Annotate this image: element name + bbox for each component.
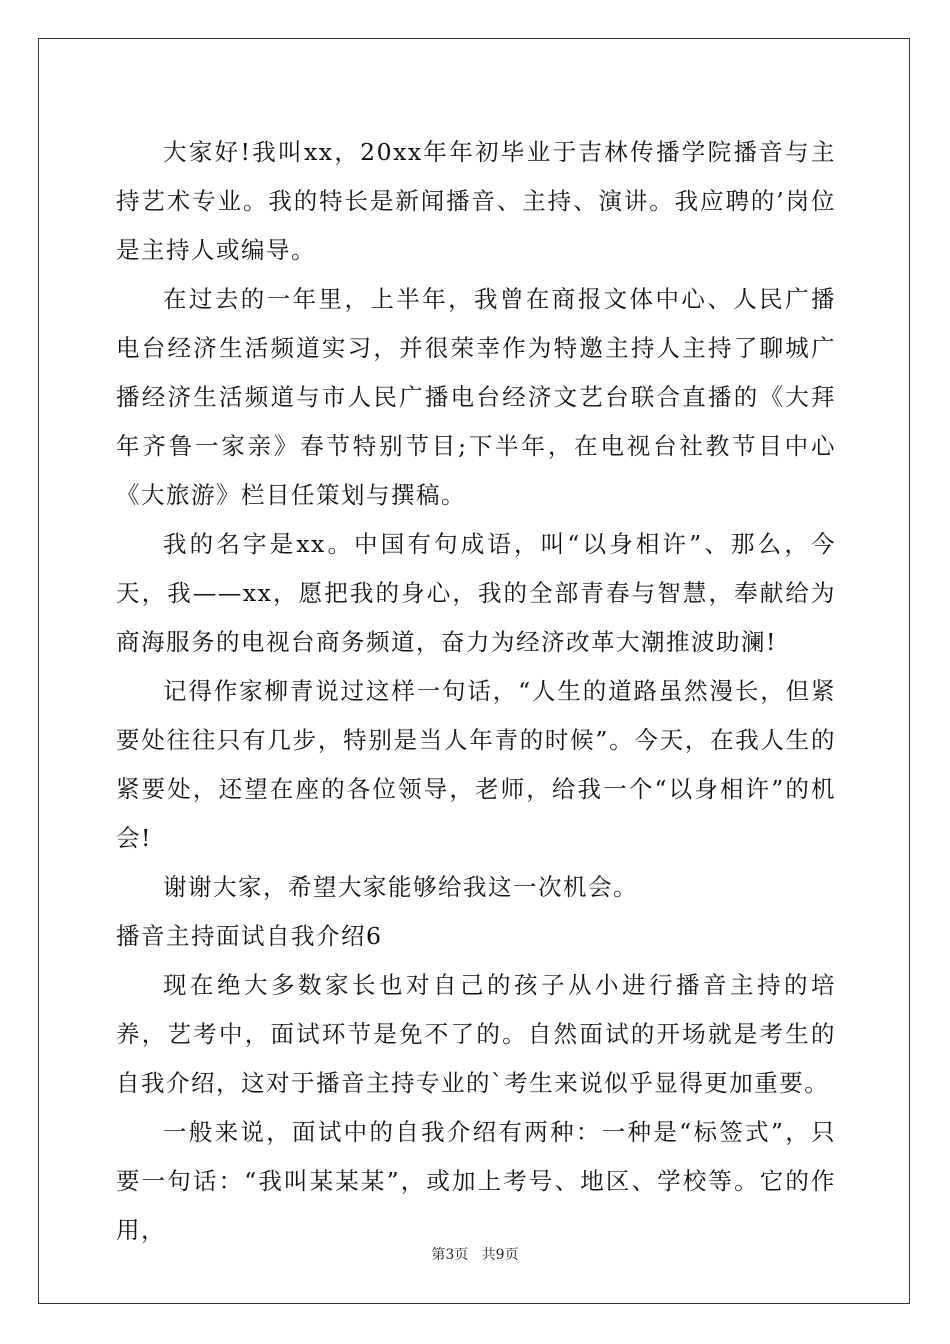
paragraph: 在过去的一年里，上半年，我曾在商报文体中心、人民广播电台经济生活频道实习，并很荣幸作为特邀主持人主持了聊城广播经济生活频道与市人民广播电台经济文艺台联合直播的《大拜年齐鲁一家亲》春节特别节目;下半年，在电视台社教节目中心《大旅游》栏目任策划与撰稿。 (116, 285, 836, 509)
page-footer (0, 1244, 950, 1264)
document-body (116, 128, 836, 1255)
section-heading: 播音主持面试自我介绍6 (116, 922, 383, 950)
paragraph: 现在绝大多数家长也对自己的孩子从小进行播音主持的培养，艺考中，面试环节是免不了的。自然面试的开场就是考生的自我介绍，这对于播音主持专业的`考生来说似乎显得更加重要。 (116, 971, 836, 1097)
page-number: 第3页 (431, 1247, 469, 1263)
paragraph: 记得作家柳青说过这样一句话，“人生的道路虽然漫长，但紧要处往往只有几步，特别是当人年青的时候”。今天，在我人生的紧要处，还望在座的各位领导，老师，给我一个“以身相许”的机会! (116, 677, 836, 852)
paragraph: 一般来说，面试中的自我介绍有两种：一种是“标签式”，只要一句话：“我叫某某某”，或加上考号、地区、学校等。它的作用， (116, 1118, 836, 1244)
paragraph: 我的名字是xx。中国有句成语，叫“以身相许”、那么，今天，我——xx，愿把我的身心，我的全部青春与智慧，奉献给为商海服务的电视台商务频道，奋力为经济改革大潮推波助澜! (116, 530, 836, 656)
page-total: 共9页 (481, 1247, 519, 1263)
paragraph: 谢谢大家，希望大家能够给我这一次机会。 (163, 873, 638, 901)
paragraph: 大家好!我叫xx，20xx年年初毕业于吉林传播学院播音与主持艺术专业。我的特长是新闻播音、主持、演讲。我应聘的’岗位是主持人或编导。 (116, 138, 836, 264)
